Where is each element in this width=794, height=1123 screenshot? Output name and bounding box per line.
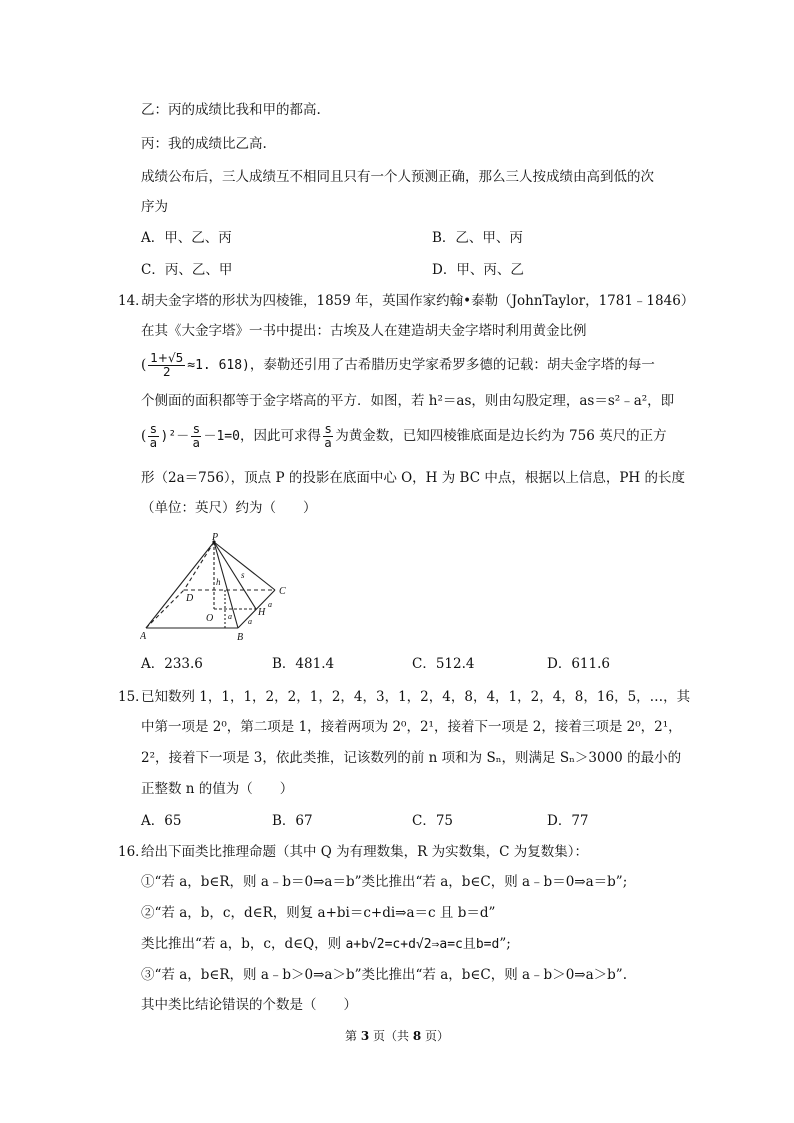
label-p: P	[212, 533, 219, 543]
q14-option-d: D．611.6	[547, 656, 610, 672]
q14-line: ( $\frac{1+√5}{2}$ ≈1. 618)，泰勒还引用了古希腊历史学家希罗多德的记载：胡夫金字塔的每一	[141, 351, 655, 379]
page-total: 8	[412, 1029, 422, 1043]
q14-line	[141, 392, 674, 410]
label-a: A	[140, 631, 147, 642]
label-b: B	[237, 632, 244, 643]
question-number: 14．	[118, 293, 149, 309]
q13-statement-bing: 丙：我的成绩比乙高.	[141, 136, 267, 152]
q16-line: 类比推出“若 a，b，c，d∈Q，则 a+b√2=c+d√2⇒a=c且b=d”;	[141, 936, 511, 952]
question-number: 15．	[118, 689, 149, 705]
question-number: 16．	[118, 844, 149, 860]
page-number: 3	[360, 1029, 370, 1043]
q13-option-a: A．甲、乙、丙	[141, 230, 232, 246]
edge-pd	[184, 542, 214, 590]
q13-stem-line: 序为	[141, 199, 168, 215]
q16-line: ①“若 a，b∈R，则 a﹣b＝0⇒a＝b”类比推出“若 a，b∈C，则 a﹣b＝0⇒a＝b”;	[141, 874, 628, 890]
label-h: H	[258, 607, 266, 618]
q15-line	[118, 688, 690, 706]
edge-pc	[214, 542, 275, 590]
q15-option-c: C．75	[412, 813, 454, 829]
q14-line: 形（2a＝756），顶点 P 的投影在底面中心 O，H 为 BC 中点，根据以上信息，PH 的长度	[141, 470, 685, 486]
q16-line: ②“若 a，b，c，d∈R，则复 a+bi＝c+di⇒a＝c 且 b＝d”	[141, 905, 496, 921]
q14-line: （单位：英尺）约为（ ）	[141, 500, 317, 516]
q15-option-d: D．77	[547, 813, 589, 829]
q14-option-c: C．512.4	[412, 656, 475, 672]
q14-line: 在其《大金字塔》一书中提出：古埃及人在建造胡夫金字塔时利用黄金比例	[141, 323, 587, 339]
q15-option-a: A．65	[141, 813, 182, 829]
label-c: C	[279, 586, 286, 597]
q13-stem-line: 成绩公布后，三人成绩互不相同且只有一个人预测正确，那么三人按成绩由高到低的次	[141, 169, 654, 185]
q13-option-d: D．甲、丙、乙	[432, 262, 524, 278]
edge-pa	[146, 542, 214, 628]
label-a-seg: a	[268, 600, 272, 609]
q14-text: 胡夫金字塔的形状为四棱锥，1859 年，英国作家约翰•泰勒（JohnTaylor，1781﹣1846）	[141, 293, 695, 309]
q14-text: ，泰勒还引用了古希腊历史学家希罗多德的记载：胡夫金字塔的每一	[249, 357, 655, 373]
q13-option-c: C．丙、乙、甲	[141, 262, 233, 278]
page-footer: 第 3 页（共 8 页）	[344, 1029, 449, 1043]
q14-option-a: A．233.6	[141, 656, 203, 672]
q15-line: 正整数 n 的值为（ ）	[141, 781, 294, 797]
s-over-a-fraction: $\frac{s}{a}$	[324, 422, 332, 450]
label-o: O	[206, 613, 214, 624]
q16-text: 给出下面类比推理命题（其中 Q 为有理数集，R 为实数集，C 为复数集）：	[141, 844, 588, 860]
s-over-a-fraction: $\frac{s}{a}$	[149, 422, 158, 450]
s-over-a-fraction: $\frac{s}{a}$	[192, 422, 201, 450]
pyramid-figure	[140, 533, 300, 645]
q15-option-b: B．67	[272, 813, 313, 829]
label-s: s	[241, 570, 245, 580]
slant-ph	[214, 542, 256, 609]
q16-line: ③“若 a，b∈R，则 a﹣b＞0⇒a＞b”类比推出“若 a，b∈C，则 a﹣b＞0⇒a＞b”.	[141, 967, 627, 983]
label-h-height: h	[216, 577, 221, 587]
golden-ratio-fraction: $\frac{1+√5}{2}$	[150, 351, 184, 379]
q16-line: 其中类比结论错误的个数是（ ）	[141, 997, 357, 1013]
label-a-seg: a	[248, 617, 252, 626]
edge-bc	[238, 590, 275, 628]
q14-text: 个侧面的面积都等于金字塔高的平方．如图，若 h²＝as，则由勾股定理，as＝s²﹣a²，即	[141, 393, 675, 409]
label-d: D	[186, 593, 194, 604]
q13-statement-yi: 乙：丙的成绩比我和甲的都高.	[141, 102, 321, 118]
q14-equation-line: ( $\frac{s}{a}$ )²－ $\frac{s}{a}$ －1=0，因此可求得 $\frac{s}{a}$ 为黄金数，已知四棱锥底面是边长约为 756 英尺的正方	[141, 422, 667, 450]
q16-line	[118, 843, 588, 861]
label-a-seg: a	[228, 612, 232, 621]
golden-ratio-approx: ≈1. 618)	[187, 358, 250, 373]
q15-text: 已知数列 1，1，1，2，2，1，2，4，3，1，2，4，8，4，1，2，4，8，16，5，…，其	[141, 689, 691, 705]
q14-option-b: B．481.4	[272, 656, 335, 672]
analogy-equation: a+b√2=c+d√2⇒a=c且b=d	[345, 937, 500, 952]
edge-ad	[146, 590, 184, 628]
q15-line: 2²，接着下一项是 3，依此类推，记该数列的前 n 项和为 Sₙ，则满足 Sₙ＞3000 的最小的	[141, 750, 682, 766]
q13-option-b: B．乙、甲、丙	[432, 230, 523, 246]
q14-line	[118, 292, 694, 310]
q15-line: 中第一项是 2⁰，第二项是 1，接着两项为 2⁰，2¹，接着下一项是 2，接着三项是 2⁰，2¹，	[141, 719, 682, 735]
